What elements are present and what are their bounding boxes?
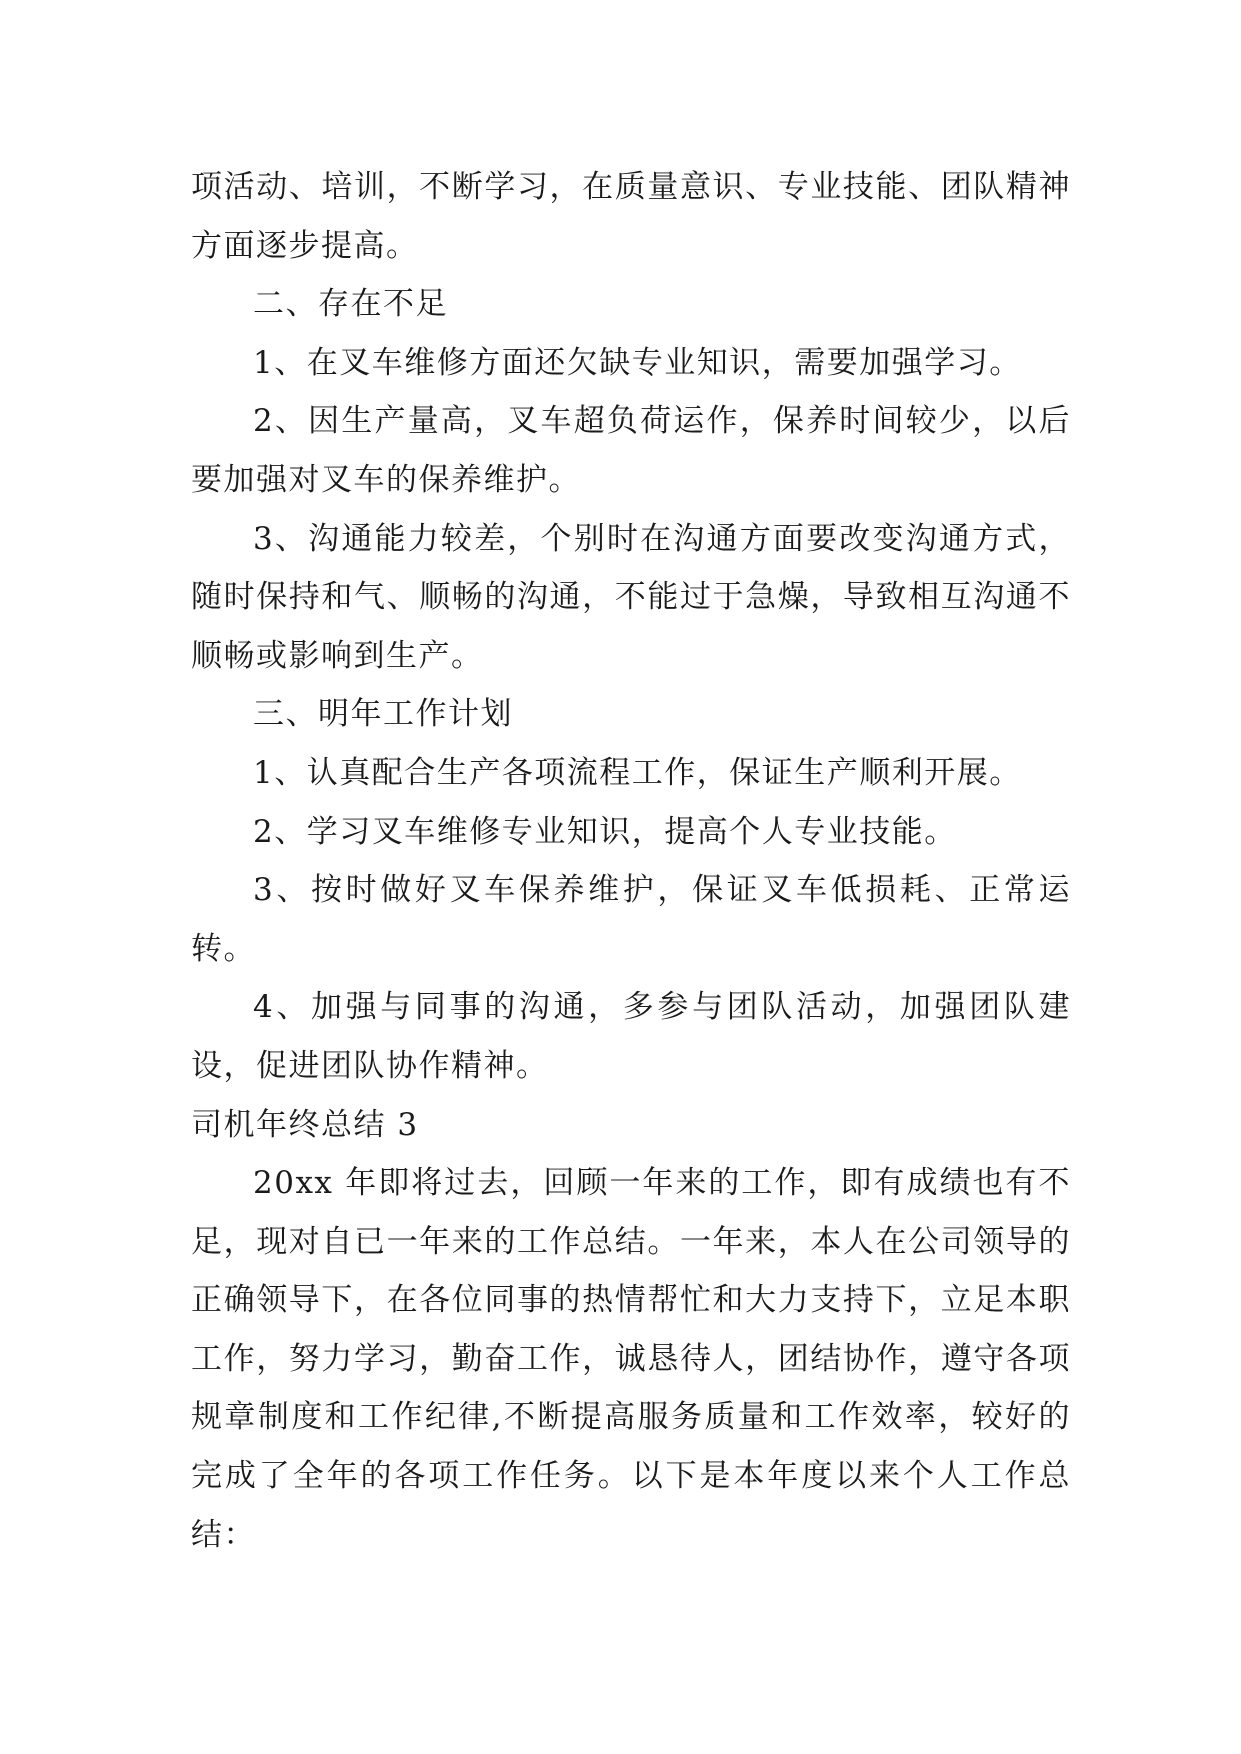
section-heading-shortcomings: 二、存在不足 [253,286,448,323]
plan-item-1: 1、认真配合生产各项流程工作，保证生产顺利开展。 [253,754,1022,791]
plan-item-4: 4、加强与同事的沟通，多参与团队活动，加强团队建设，促进团队协作精神。 [191,989,1071,1084]
shortcoming-item-1: 1、在叉车维修方面还欠缺专业知识，需要加强学习。 [253,344,1022,381]
paragraph-continuation: 项活动、培训，不断学习，在质量意识、专业技能、团队精神方面逐步提高。 [191,169,1071,264]
plan-item-3: 3、按时做好叉车保养维护，保证叉车低损耗、正常运转。 [191,872,1071,967]
shortcoming-item-3: 3、沟通能力较差，个别时在沟通方面要改变沟通方式，随时保持和气、顺畅的沟通，不能过于急燥，导致相互沟通不顺畅或影响到生产。 [191,520,1071,674]
shortcoming-item-2: 2、因生产量高，叉车超负荷运作，保养时间较少，以后要加强对叉车的保养维护。 [191,403,1071,498]
plan-item-2: 2、学习叉车维修专业知识，提高个人专业技能。 [253,813,957,850]
section-heading-next-year-plan: 三、明年工作计划 [253,696,513,733]
document-section-title: 司机年终总结 3 [191,1106,419,1143]
document-body [191,158,1071,1564]
intro-paragraph: 20xx 年即将过去，回顾一年来的工作，即有成绩也有不足，现对自已一年来的工作总结。一年来，本人在公司领导的正确领导下，在各位同事的热情帮忙和大力支持下，立足本职工作，努力学习，勤奋工作，诚恳待人，团结协作，遵守各项规章制度和工作纪律,不断提高服务质量和工作效率，较好的完成了全年的各项工作任务。以下是本年度以来个人工作总结： [191,1165,1071,1553]
